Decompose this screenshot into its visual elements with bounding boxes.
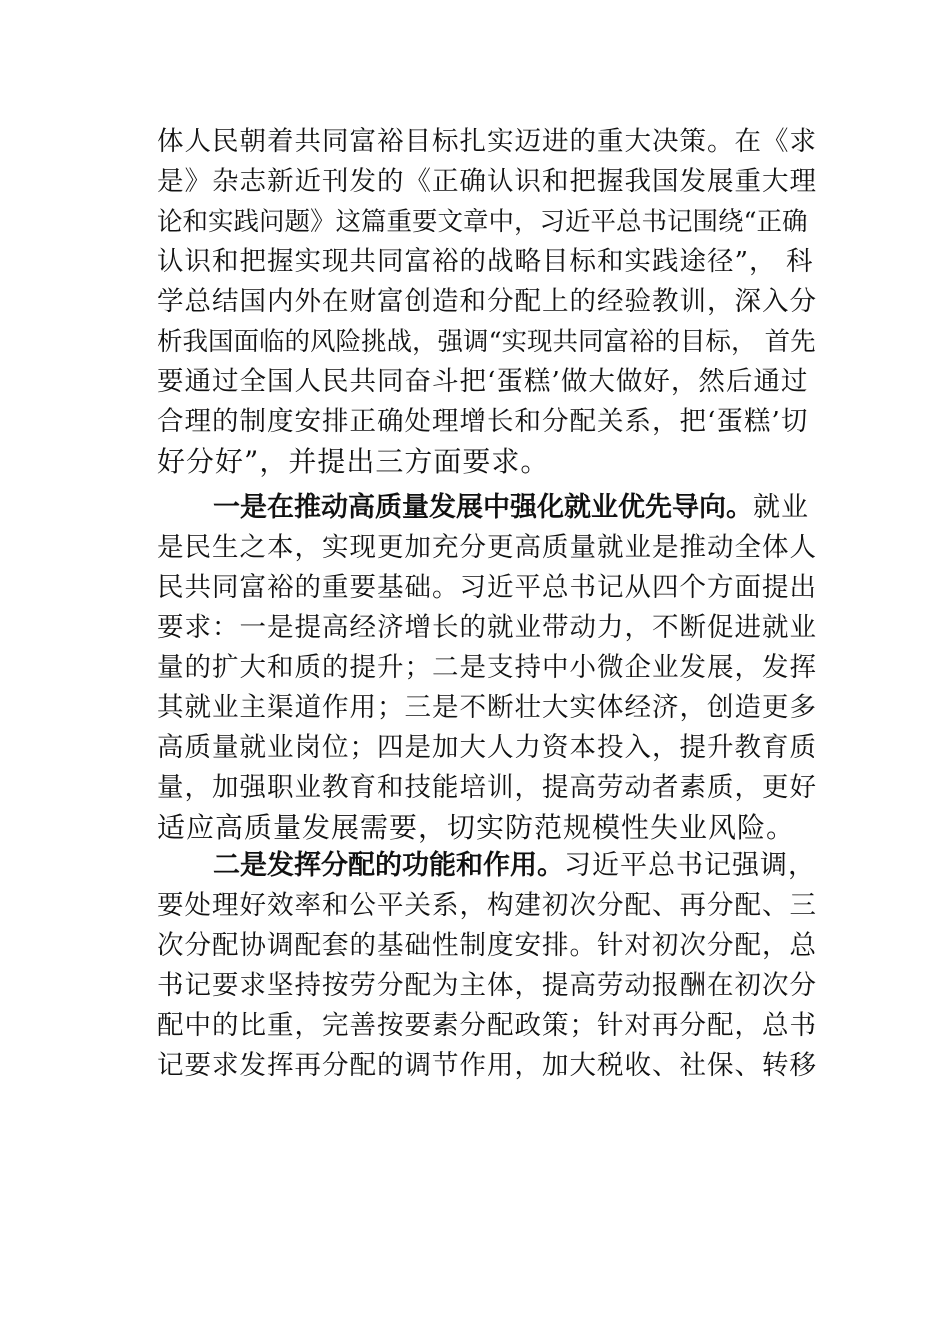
text-line: 合理的制度安排正确处理增长和分配关系，把‘蛋糕’切 xyxy=(157,406,809,437)
text-line: 是》杂志新近刊发的《正确认识和把握我国发展重大理 xyxy=(157,166,817,197)
text-line: 体人民朝着共同富裕目标扎实迈进的重大决策。在《求 xyxy=(157,126,817,157)
text-line: 量的扩大和质的提升；二是支持中小微企业发展，发挥 xyxy=(157,652,817,683)
text-line: 量，加强职业教育和技能培训，提高劳动者素质，更好 xyxy=(157,772,817,803)
text-line: 配中的比重，完善按要素分配政策；针对再分配，总书 xyxy=(157,1010,817,1041)
text-line: 是民生之本，实现更加充分更高质量就业是推动全体人 xyxy=(157,532,817,563)
text-line: 书记要求坚持按劳分配为主体，提高劳动报酬在初次分 xyxy=(157,970,817,1001)
text-line: 适应高质量发展需要，切实防范规模性失业风险。 xyxy=(157,811,796,844)
text-line: 好分好”，并提出三方面要求。 xyxy=(157,445,550,478)
text-span: 就业 xyxy=(753,492,809,523)
text-line: 学总结国内外在财富创造和分配上的经验教训，深入分 xyxy=(157,286,817,317)
text-line: 次分配协调配套的基础性制度安排。针对初次分配，总 xyxy=(157,930,817,961)
text-line: 要求：一是提高经济增长的就业带动力，不断促进就业 xyxy=(157,612,817,643)
text-line: 认识和把握实现共同富裕的战略目标和实践途径”， 科 xyxy=(157,246,814,277)
paragraph-heading: 二是发挥分配的功能和作用。 xyxy=(213,850,564,881)
paragraph-heading: 一是在推动高质量发展中强化就业优先导向。 xyxy=(213,492,753,523)
text-line: 析我国面临的风险挑战，强调“实现共同富裕的目标， 首先 xyxy=(157,327,816,357)
text-line: 要通过全国人民共同奋斗把‘蛋糕’做大做好，然后通过 xyxy=(157,366,809,397)
text-line: 高质量就业岗位；四是加大人力资本投入，提升教育质 xyxy=(157,732,817,763)
text-line: 其就业主渠道作用；三是不断壮大实体经济，创造更多 xyxy=(157,692,817,723)
text-line: 民共同富裕的重要基础。习近平总书记从四个方面提出 xyxy=(157,572,817,603)
text-span: 习近平总书记强调， xyxy=(564,850,816,881)
text-line: 要处理好效率和公平关系，构建初次分配、再分配、三 xyxy=(157,890,817,921)
paragraph-first-line xyxy=(213,846,817,886)
paragraph-first-line xyxy=(213,488,817,528)
text-line: 记要求发挥再分配的调节作用，加大税收、社保、转移 xyxy=(157,1050,817,1081)
text-line: 论和实践问题》这篇重要文章中，习近平总书记围绕“正确 xyxy=(157,207,808,237)
